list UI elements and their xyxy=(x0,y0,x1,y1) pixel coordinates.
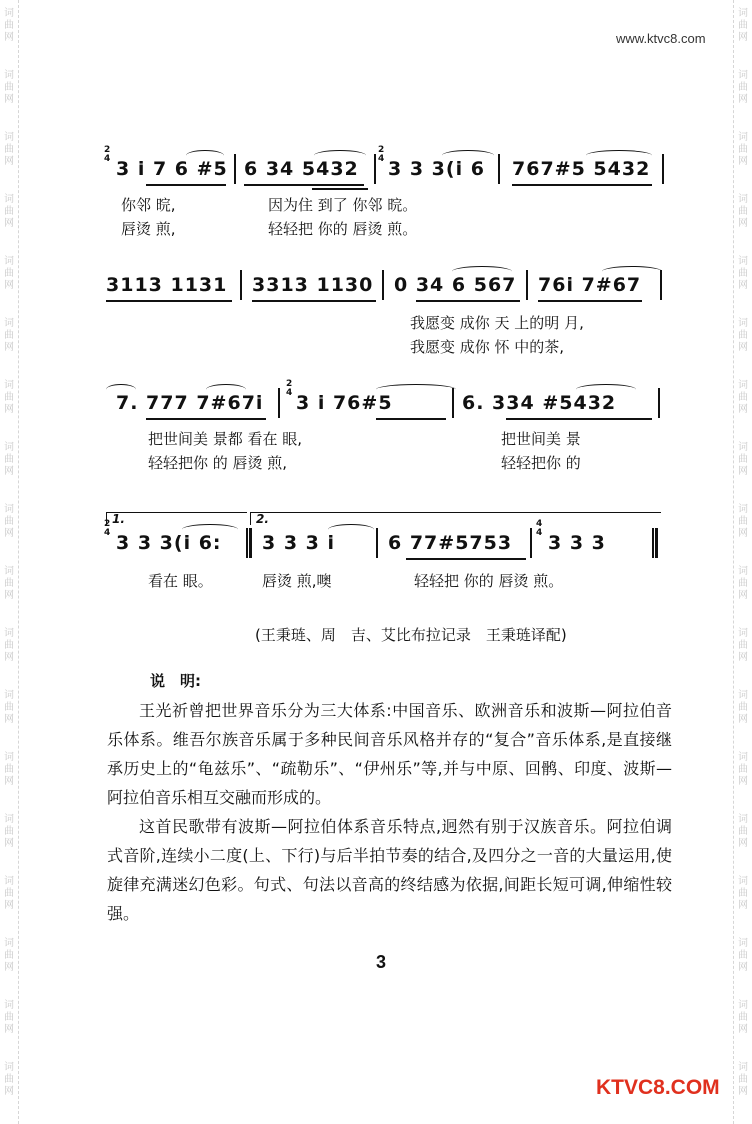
watermark-text: 词 曲 网 xyxy=(4,1062,14,1097)
slur xyxy=(442,150,494,161)
slur xyxy=(576,384,636,395)
lyric-line: 轻轻把你 的 唇烫 煎, xyxy=(148,454,288,472)
watermark-text: 词 曲 网 xyxy=(4,752,14,787)
watermark-text: 词 曲 网 xyxy=(4,8,14,43)
time-signature: 2 4 xyxy=(104,519,112,538)
time-signature: 4 4 xyxy=(536,519,544,538)
lyric-line: 看在 眼。 xyxy=(148,572,213,590)
paragraph: 这首民歌带有波斯—阿拉伯体系音乐特点,迥然有别于汉族音乐。阿拉伯调式音阶,连续小二度(上、下行)与后半拍节奏的结合,及四分之一音的大量运用,使旋律充满迷幻色彩。句式、句法以音高的终结感为依据,间距长短可调,伸缩性较强。 xyxy=(107,817,672,923)
slur xyxy=(376,384,456,395)
score-row-2 xyxy=(106,274,662,298)
watermark-text: 词 曲 网 xyxy=(738,504,748,539)
barline xyxy=(526,270,528,300)
watermark-text: 词 曲 网 xyxy=(738,442,748,477)
watermark-text: 词 曲 网 xyxy=(738,256,748,291)
lyric-line: 我愿变 成你 天 上的明 月, xyxy=(410,314,584,332)
score-measure: 767#5 5432 xyxy=(512,158,651,180)
barline xyxy=(376,528,378,558)
watermark-text: 词 曲 网 xyxy=(4,814,14,849)
final-barline xyxy=(652,528,658,558)
score-measure: 7. 777 7#67i xyxy=(116,392,264,414)
lyric-line: 轻轻把 你的 唇烫 煎。 xyxy=(268,220,418,238)
lyric-line: 轻轻把 你的 唇烫 煎。 xyxy=(414,572,564,590)
barline xyxy=(374,154,376,184)
watermark-text: 词 曲 网 xyxy=(4,628,14,663)
slur xyxy=(602,266,662,277)
score-measure: 6 34 5432 xyxy=(244,158,359,180)
barline xyxy=(498,154,500,184)
volta-bracket xyxy=(106,512,247,525)
lyric-line: 轻轻把你 的 xyxy=(501,454,581,472)
watermark-text: 词 曲 网 xyxy=(738,566,748,601)
page-number: 3 xyxy=(376,952,387,972)
paragraph: 王光祈曾把世界音乐分为三大体系:中国音乐、欧洲音乐和波斯—阿拉伯音乐体系。维吾尔族音乐属于多种民间音乐风格并存的“复合”音乐体系,是直接继承历史上的“龟兹乐”、“疏勒乐”、“伊州乐”等,并与中原、回鹘、印度、波斯—阿拉伯音乐相互交融而形成的。 xyxy=(107,701,672,807)
barline xyxy=(662,154,664,184)
volta-label: 2. xyxy=(256,512,269,526)
barline xyxy=(278,388,280,418)
score-measure: 3 3 3(i 6: xyxy=(116,532,222,554)
watermark-text: 词 曲 网 xyxy=(738,628,748,663)
lyric-line: 唇烫 煎,噢 xyxy=(262,572,332,590)
underline xyxy=(106,300,232,302)
underline xyxy=(252,300,376,302)
score-measure: 0 34 6 567 xyxy=(394,274,517,296)
underline xyxy=(244,184,364,186)
volta-bracket xyxy=(250,512,661,525)
lyric-line: 把世间美 景 xyxy=(501,430,581,448)
score-measure: 3 3 3(i 6 xyxy=(388,158,485,180)
score-measure: 3 i 76#5 xyxy=(296,392,393,414)
score-measure: 3 3 3 xyxy=(548,532,606,554)
right-watermark-strip xyxy=(733,0,752,1124)
score-row-3 xyxy=(106,379,662,416)
underline xyxy=(146,418,266,420)
score-measure: 3313 1130 xyxy=(252,274,374,296)
watermark-text: 词 曲 网 xyxy=(738,318,748,353)
time-signature: 2 4 xyxy=(286,379,294,398)
slur xyxy=(586,150,652,161)
watermark-text: 词 曲 网 xyxy=(4,70,14,105)
lyric-line: 我愿变 成你 怀 中的茶, xyxy=(410,338,565,356)
slur xyxy=(328,524,374,535)
underline xyxy=(416,300,520,302)
barline xyxy=(530,528,532,558)
watermark-text: 词 曲 网 xyxy=(4,1000,14,1035)
watermark-text: 词 曲 网 xyxy=(738,132,748,167)
barline xyxy=(240,270,242,300)
watermark-text: 词 曲 网 xyxy=(4,566,14,601)
underline xyxy=(538,300,642,302)
site-logo[interactable]: KTVC8.COM xyxy=(596,1076,720,1099)
watermark-text: 词 曲 网 xyxy=(738,814,748,849)
site-url[interactable]: www.ktvc8.com xyxy=(616,31,706,46)
score-measure: 3 3 3 i xyxy=(262,532,336,554)
score-measure: 3 i 7 6 #5 xyxy=(116,158,228,180)
lyric-line: 把世间美 景都 看在 眼, xyxy=(148,430,303,448)
score-row-1 xyxy=(104,145,662,182)
watermark-text: 词 曲 网 xyxy=(738,8,748,43)
watermark-text: 词 曲 网 xyxy=(738,1062,748,1097)
volta-label: 1. xyxy=(112,512,125,526)
score-measure: 76i 7#67 xyxy=(538,274,642,296)
lyric-line: 因为住 到了 你邻 晥。 xyxy=(268,196,418,214)
underline xyxy=(512,184,652,186)
lyric-line: 你邻 晥, xyxy=(121,196,176,214)
watermark-text: 词 曲 网 xyxy=(4,938,14,973)
watermark-text: 词 曲 网 xyxy=(4,256,14,291)
underline xyxy=(376,418,446,420)
watermark-text: 词 曲 网 xyxy=(738,380,748,415)
left-watermark-strip xyxy=(0,0,19,1124)
lyric-line: 唇烫 煎, xyxy=(121,220,176,238)
slur xyxy=(186,150,224,161)
underline xyxy=(312,188,368,190)
credit-line: (王秉琏、周 吉、艾比布拉记录 王秉琏译配) xyxy=(255,626,567,644)
watermark-text: 词 曲 网 xyxy=(4,318,14,353)
watermark-text: 词 曲 网 xyxy=(4,194,14,229)
watermark-text: 词 曲 网 xyxy=(738,752,748,787)
watermark-text: 词 曲 网 xyxy=(4,876,14,911)
underline xyxy=(406,558,526,560)
explanation-body xyxy=(107,696,672,928)
watermark-text: 词 曲 网 xyxy=(4,442,14,477)
barline xyxy=(234,154,236,184)
watermark-text: 词 曲 网 xyxy=(738,70,748,105)
slur xyxy=(106,384,136,395)
score-measure: 6. 334 #5432 xyxy=(462,392,617,414)
time-signature: 2 4 xyxy=(104,145,112,164)
watermark-text: 词 曲 网 xyxy=(738,938,748,973)
score-measure: 3113 1131 xyxy=(106,274,228,296)
watermark-text: 词 曲 网 xyxy=(4,380,14,415)
barline xyxy=(658,388,660,418)
repeat-barline xyxy=(246,528,252,558)
score-row-4 xyxy=(104,519,662,556)
time-signature: 2 4 xyxy=(378,145,386,164)
watermark-text: 词 曲 网 xyxy=(4,690,14,725)
explanation-title: 说 明: xyxy=(150,672,201,690)
slur xyxy=(206,384,246,395)
barline xyxy=(382,270,384,300)
watermark-text: 词 曲 网 xyxy=(738,1000,748,1035)
watermark-text: 词 曲 网 xyxy=(738,876,748,911)
slur xyxy=(182,524,238,535)
score-measure: 6 77#5753 xyxy=(388,532,513,554)
watermark-text: 词 曲 网 xyxy=(738,194,748,229)
slur xyxy=(314,150,366,161)
underline xyxy=(146,184,226,186)
slur xyxy=(452,266,512,277)
watermark-text: 词 曲 网 xyxy=(4,132,14,167)
underline xyxy=(506,418,652,420)
watermark-text: 词 曲 网 xyxy=(738,690,748,725)
watermark-text: 词 曲 网 xyxy=(4,504,14,539)
